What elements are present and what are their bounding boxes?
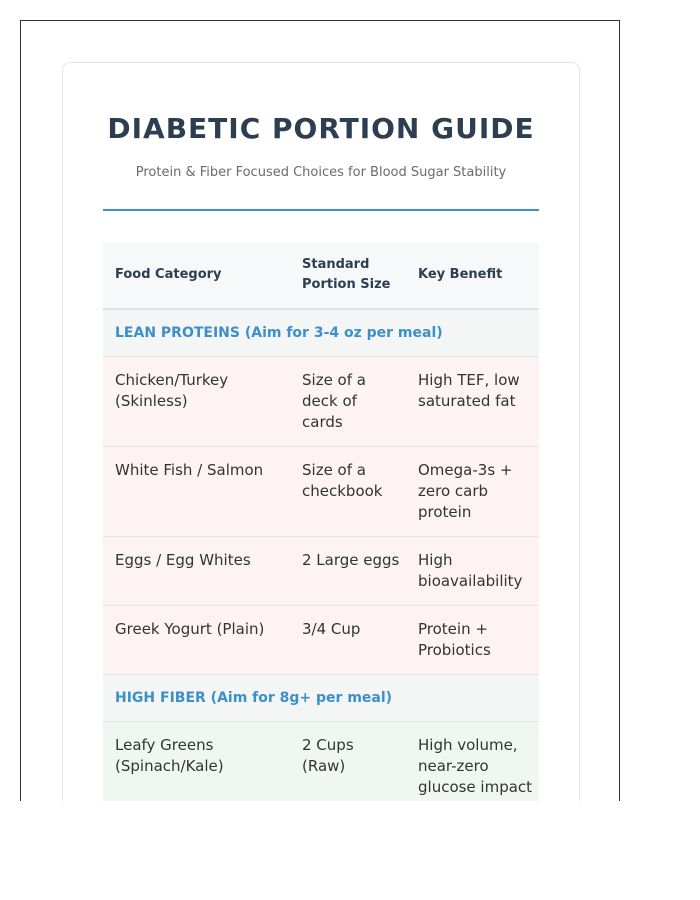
- header-row: [103, 242, 539, 309]
- portion-size-cell: Size of a deck of cards: [290, 357, 406, 447]
- table-row: [103, 722, 539, 802]
- food-category-cell: Chicken/Turkey (Skinless): [103, 357, 290, 447]
- table-row: [103, 447, 539, 537]
- food-category-cell: Greek Yogurt (Plain): [103, 606, 290, 675]
- guide-card: [62, 62, 580, 801]
- section-row-lean-proteins: [103, 309, 539, 357]
- table-header: [103, 242, 539, 309]
- food-category-cell: Eggs / Egg Whites: [103, 537, 290, 606]
- section-label: LEAN PROTEINS (Aim for 3-4 oz per meal): [103, 309, 539, 357]
- table-row: [103, 537, 539, 606]
- key-benefit-cell: High TEF, low saturated fat: [406, 357, 539, 447]
- portion-size-cell: 2 Large eggs: [290, 537, 406, 606]
- page-frame: [20, 20, 620, 801]
- header-divider: [103, 209, 539, 211]
- column-header-portion-size: Standard Portion Size: [290, 242, 406, 309]
- page-subtitle: Protein & Fiber Focused Choices for Blood Sugar Stability: [135, 165, 507, 180]
- portion-size-cell: Size of a checkbook: [290, 447, 406, 537]
- table-row: [103, 357, 539, 447]
- table-body: [103, 309, 539, 801]
- column-header-food-category: Food Category: [103, 242, 290, 309]
- key-benefit-cell: High bioavailability: [406, 537, 539, 606]
- food-category-cell: White Fish / Salmon: [103, 447, 290, 537]
- table-row: [103, 606, 539, 675]
- key-benefit-cell: Omega-3s + zero carb protein: [406, 447, 539, 537]
- portion-table: [103, 242, 539, 801]
- key-benefit-cell: Protein + Probiotics: [406, 606, 539, 675]
- key-benefit-cell: High volume, near-zero glucose impact: [406, 722, 539, 802]
- column-header-key-benefit: Key Benefit: [406, 242, 539, 309]
- section-row-high-fiber: [103, 675, 539, 722]
- guide-header: [63, 63, 579, 181]
- food-category-cell: Leafy Greens (Spinach/Kale): [103, 722, 290, 802]
- page-title: DIABETIC PORTION GUIDE: [107, 112, 535, 145]
- portion-size-cell: 2 Cups (Raw): [290, 722, 406, 802]
- portion-size-cell: 3/4 Cup: [290, 606, 406, 675]
- section-label: HIGH FIBER (Aim for 8g+ per meal): [103, 675, 539, 722]
